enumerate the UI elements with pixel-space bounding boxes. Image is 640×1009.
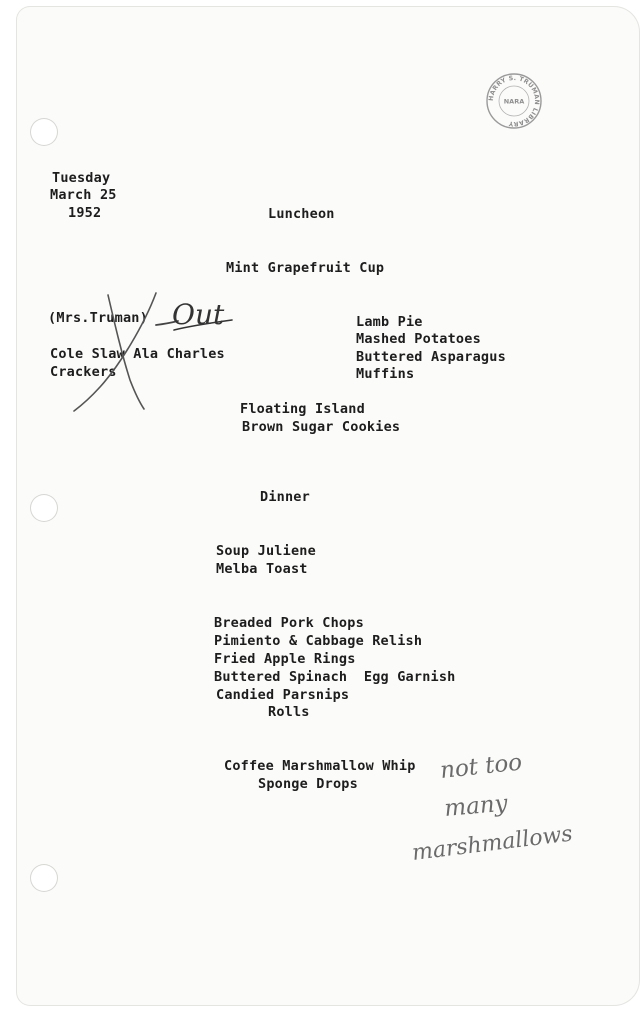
binder-hole	[30, 118, 58, 146]
luncheon-main-item: Lamb Pie	[356, 314, 423, 330]
mrs-truman-item: Cole Slaw Ala Charles	[50, 346, 225, 362]
dinner-dessert-item: Coffee Marshmallow Whip	[224, 758, 416, 774]
stamp-outer-text: HARRY S. TRUMAN LIBRARY	[487, 74, 541, 128]
luncheon-main-item: Muffins	[356, 366, 415, 382]
luncheon-dessert-item: Floating Island	[240, 401, 365, 417]
dinner-main-item: Rolls	[268, 704, 310, 720]
archive-stamp	[485, 72, 543, 130]
dinner-main-item: Breaded Pork Chops	[214, 615, 364, 631]
date-day: Tuesday	[52, 170, 111, 186]
dinner-dessert-item: Sponge Drops	[258, 776, 358, 792]
binder-hole	[30, 864, 58, 892]
binder-hole	[30, 494, 58, 522]
date-month-day: March 25	[50, 187, 117, 203]
luncheon-main-item: Mashed Potatoes	[356, 331, 481, 347]
stamp-inner-text: NARA	[503, 97, 525, 106]
svg-text:many: many	[443, 790, 509, 822]
svg-text:marshmallows: marshmallows	[410, 821, 574, 866]
date-year: 1952	[68, 205, 102, 221]
dinner-main-item: Buttered Spinach Egg Garnish	[214, 669, 456, 685]
handwritten-out-note	[170, 290, 240, 335]
svg-text:Out: Out	[172, 298, 225, 331]
luncheon-title: Luncheon	[268, 206, 335, 222]
luncheon-starter: Mint Grapefruit Cup	[226, 260, 385, 276]
dinner-main-item: Fried Apple Rings	[214, 651, 356, 667]
dinner-soup-item: Soup Juliene	[216, 543, 316, 559]
dinner-main-item: Candied Parsnips	[216, 687, 350, 703]
mrs-truman-label: (Mrs.Truman)	[48, 310, 148, 326]
dinner-main-item: Pimiento & Cabbage Relish	[214, 633, 423, 649]
dinner-title: Dinner	[260, 489, 310, 505]
mrs-truman-item: Crackers	[50, 364, 117, 380]
handwritten-marshmallow-note	[405, 748, 625, 878]
dinner-soup-item: Melba Toast	[216, 561, 308, 577]
luncheon-main-item: Buttered Asparagus	[356, 349, 506, 365]
svg-text:not too: not too	[438, 749, 524, 784]
luncheon-dessert-item: Brown Sugar Cookies	[242, 419, 401, 435]
